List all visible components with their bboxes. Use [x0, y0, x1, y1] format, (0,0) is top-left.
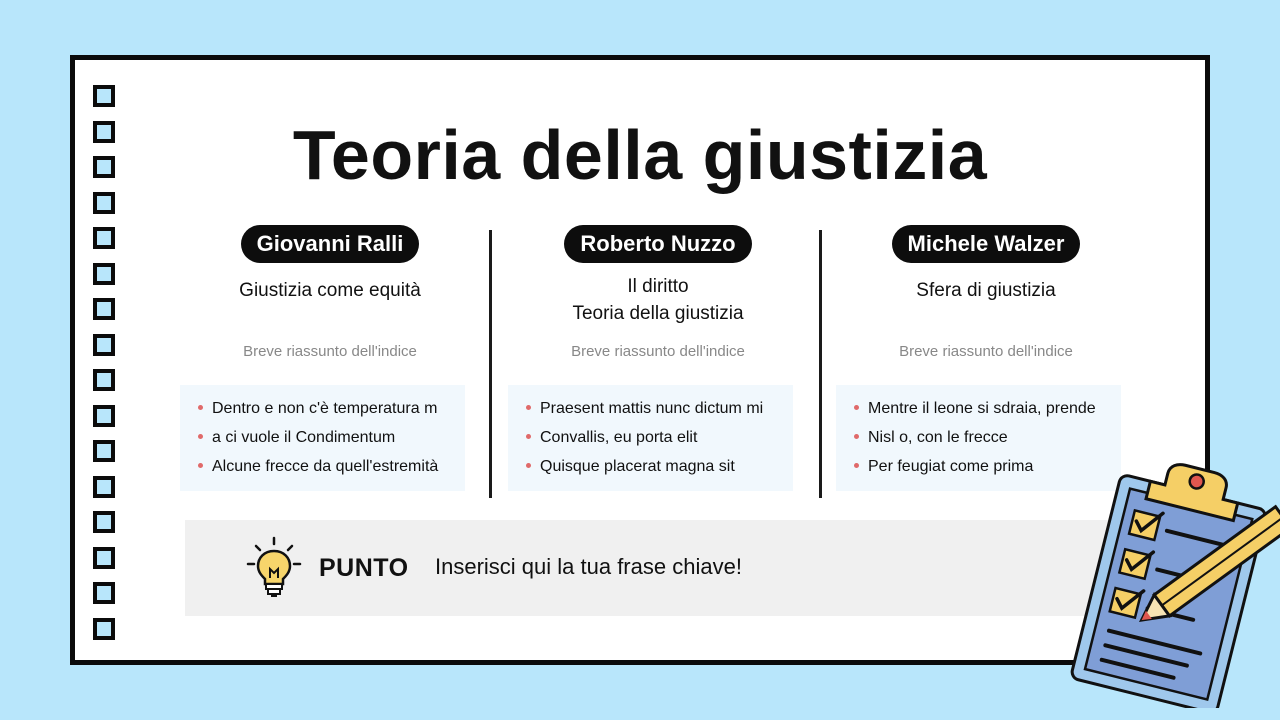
- list-item: Quisque placerat magna sit: [524, 452, 793, 481]
- bullet-list: [180, 385, 465, 491]
- ring-hole: [93, 405, 115, 427]
- ring-hole: [93, 440, 115, 462]
- list-item: Praesent mattis nunc dictum mi: [524, 394, 793, 423]
- list-item: Dentro e non c'è temperatura m: [196, 394, 465, 423]
- ring-hole: [93, 263, 115, 285]
- ring-hole: [93, 582, 115, 604]
- list-item: Per feugiat come prima: [852, 452, 1121, 481]
- column-divider: [819, 230, 822, 498]
- lightbulb-icon: [243, 534, 311, 602]
- list-item: Convallis, eu porta elit: [524, 423, 793, 452]
- column-subtitle: Giustizia come equità: [239, 280, 421, 301]
- column-divider: [489, 230, 492, 498]
- ring-hole: [93, 476, 115, 498]
- column-subtitle: Il diritto Teoria della giustizia: [572, 276, 744, 324]
- list-item: Mentre il leone si sdraia, prende: [852, 394, 1121, 423]
- column-walzer: [841, 225, 1131, 475]
- bullet-list: [508, 385, 793, 491]
- ring-hole: [93, 511, 115, 533]
- ring-hole: [93, 85, 115, 107]
- list-item: a ci vuole il Condimentum: [196, 423, 465, 452]
- column-nuzzo: [513, 225, 803, 475]
- summary-note: Breve riassunto dell'indice: [243, 343, 417, 360]
- author-pill: Michele Walzer: [892, 225, 1081, 263]
- list-item: Alcune frecce da quell'estremità: [196, 452, 465, 481]
- summary-note: Breve riassunto dell'indice: [899, 343, 1073, 360]
- ring-hole: [93, 369, 115, 391]
- ring-hole: [93, 334, 115, 356]
- ring-hole: [93, 298, 115, 320]
- author-pill: Giovanni Ralli: [241, 225, 420, 263]
- ring-hole: [93, 227, 115, 249]
- page-title: Teoria della giustizia: [292, 116, 988, 194]
- summary-note: Breve riassunto dell'indice: [571, 343, 745, 360]
- list-item: Nisl o, con le frecce: [852, 423, 1121, 452]
- ring-hole: [93, 547, 115, 569]
- keypoint-bar: [185, 520, 1145, 616]
- column-subtitle: Sfera di giustizia: [916, 280, 1056, 301]
- slide-card: [70, 55, 1210, 665]
- ring-hole: [93, 618, 115, 640]
- clipboard-checklist-icon: [1055, 458, 1280, 708]
- keypoint-label: PUNTO: [319, 554, 409, 582]
- keypoint-text: Inserisci qui la tua frase chiave!: [435, 554, 742, 579]
- author-pill: Roberto Nuzzo: [564, 225, 751, 263]
- column-ralli: [185, 225, 475, 475]
